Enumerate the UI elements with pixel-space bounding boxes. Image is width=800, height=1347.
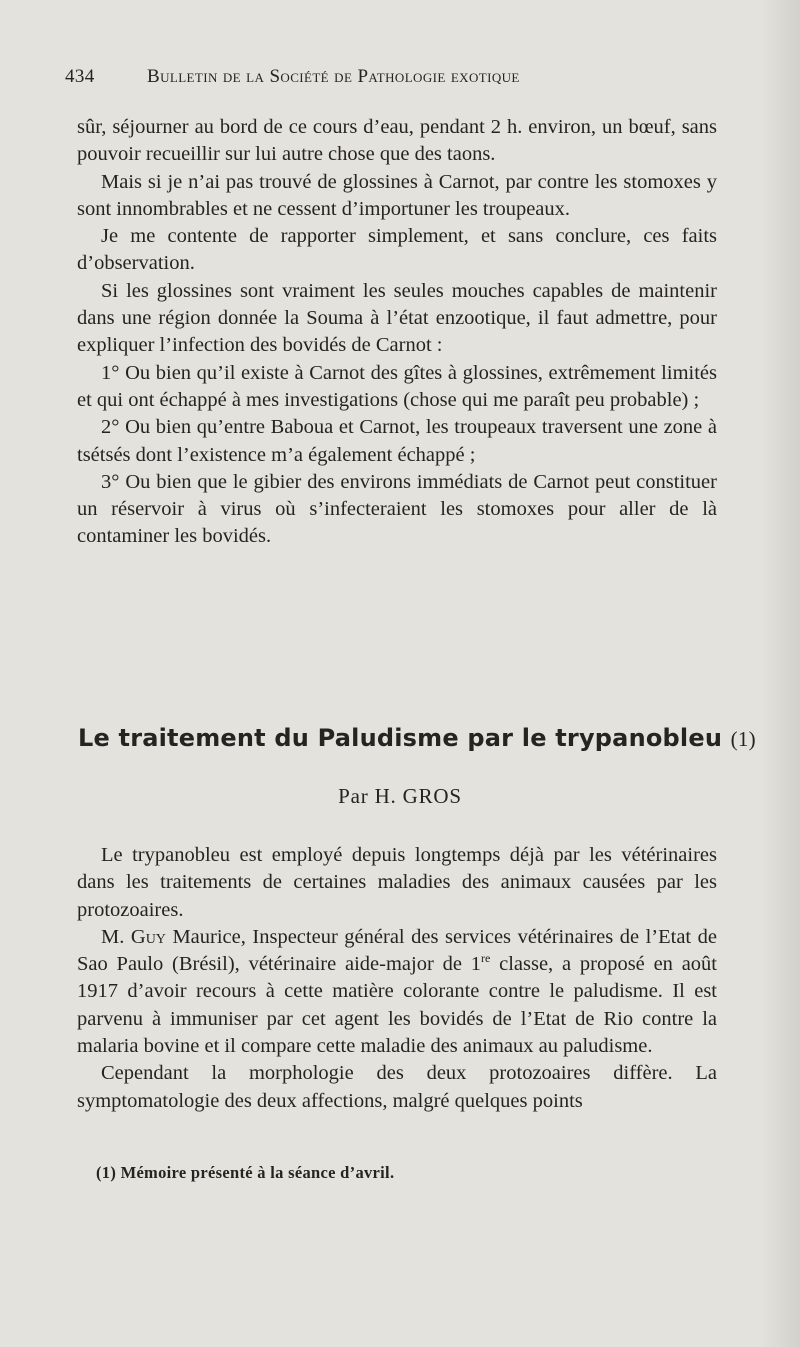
person-name: Guy (130, 925, 166, 948)
article-title-text: Le traitement du Paludisme par le trypanobleu (78, 724, 723, 752)
article-title (78, 724, 756, 752)
paragraph: Le trypanobleu est employé depuis longtemps déjà par les vétérinaires dans les traitements de certaines maladies des animaux causées par les protozoaires. (77, 844, 717, 921)
journal-title: Bulletin de la Société de Pathologie exotique (147, 66, 520, 87)
paragraph: sûr, séjourner au bord de ce cours d’eau, pendant 2 h. environ, un bœuf, sans pouvoir recueillir sur lui autre chose que des taons. (77, 116, 717, 166)
text-run: Maurice, Inspecteur général des services vétérinaires de l’Etat de Sao Paulo (Brésil), vétérinaire aide-major de 1 (77, 925, 717, 976)
paragraph: Cependant la morphologie des deux protozoaires diffère. La symptomatologie des deux affections, malgré quelques points (77, 1062, 717, 1112)
list-item: 2° Ou bien qu’entre Baboua et Carnot, les troupeaux traversent une zone à tsétsés dont l’existence m’a également échappé ; (77, 416, 717, 466)
section-continuation (77, 114, 717, 551)
page-edge-shadow (760, 0, 800, 1347)
text-run: classe, a proposé en août 1917 d’avoir recours à cette matière colorante contre le paludisme. Il est parvenu à immuniser par cet agent les bovidés de l’Etat de Rio contre la malaria bovine et il compare cette maladie des animaux au paludisme. (77, 953, 718, 1058)
text-run: M. (101, 925, 131, 948)
running-head (65, 66, 735, 88)
paragraph (77, 924, 717, 1060)
paragraph: Si les glossines sont vraiment les seules mouches capables de maintenir dans une région donnée la Souma à l’état enzootique, il faut admettre, pour expliquer l’infection des bovidés de Carnot : (77, 279, 717, 357)
list-item: 3° Ou bien que le gibier des environs immédiats de Carnot peut constituer un réservoir à virus où s’infecteraient les stomoxes pour aller de là contaminer les bovidés. (77, 470, 717, 548)
footnote: (1) Mémoire présenté à la séance d’avril. (96, 1163, 395, 1182)
paragraph: Je me contente de rapporter simplement, et sans conclure, ces faits d’observation. (77, 225, 717, 275)
footnote-reference: (1) (730, 727, 756, 751)
superscript: re (480, 951, 491, 966)
byline: Par H. GROS (338, 784, 462, 808)
list-item: 1° Ou bien qu’il existe à Carnot des gîtes à glossines, extrêmement limités et qui ont échappé à mes investigations (chose qui me paraît peu probable) ; (77, 361, 717, 411)
paragraph: Mais si je n’ai pas trouvé de glossines à Carnot, par contre les stomoxes y sont innombrables et ne cessent d’importuner les troupeaux. (77, 170, 717, 220)
page-number: 434 (65, 66, 95, 87)
article-body (77, 842, 717, 1115)
